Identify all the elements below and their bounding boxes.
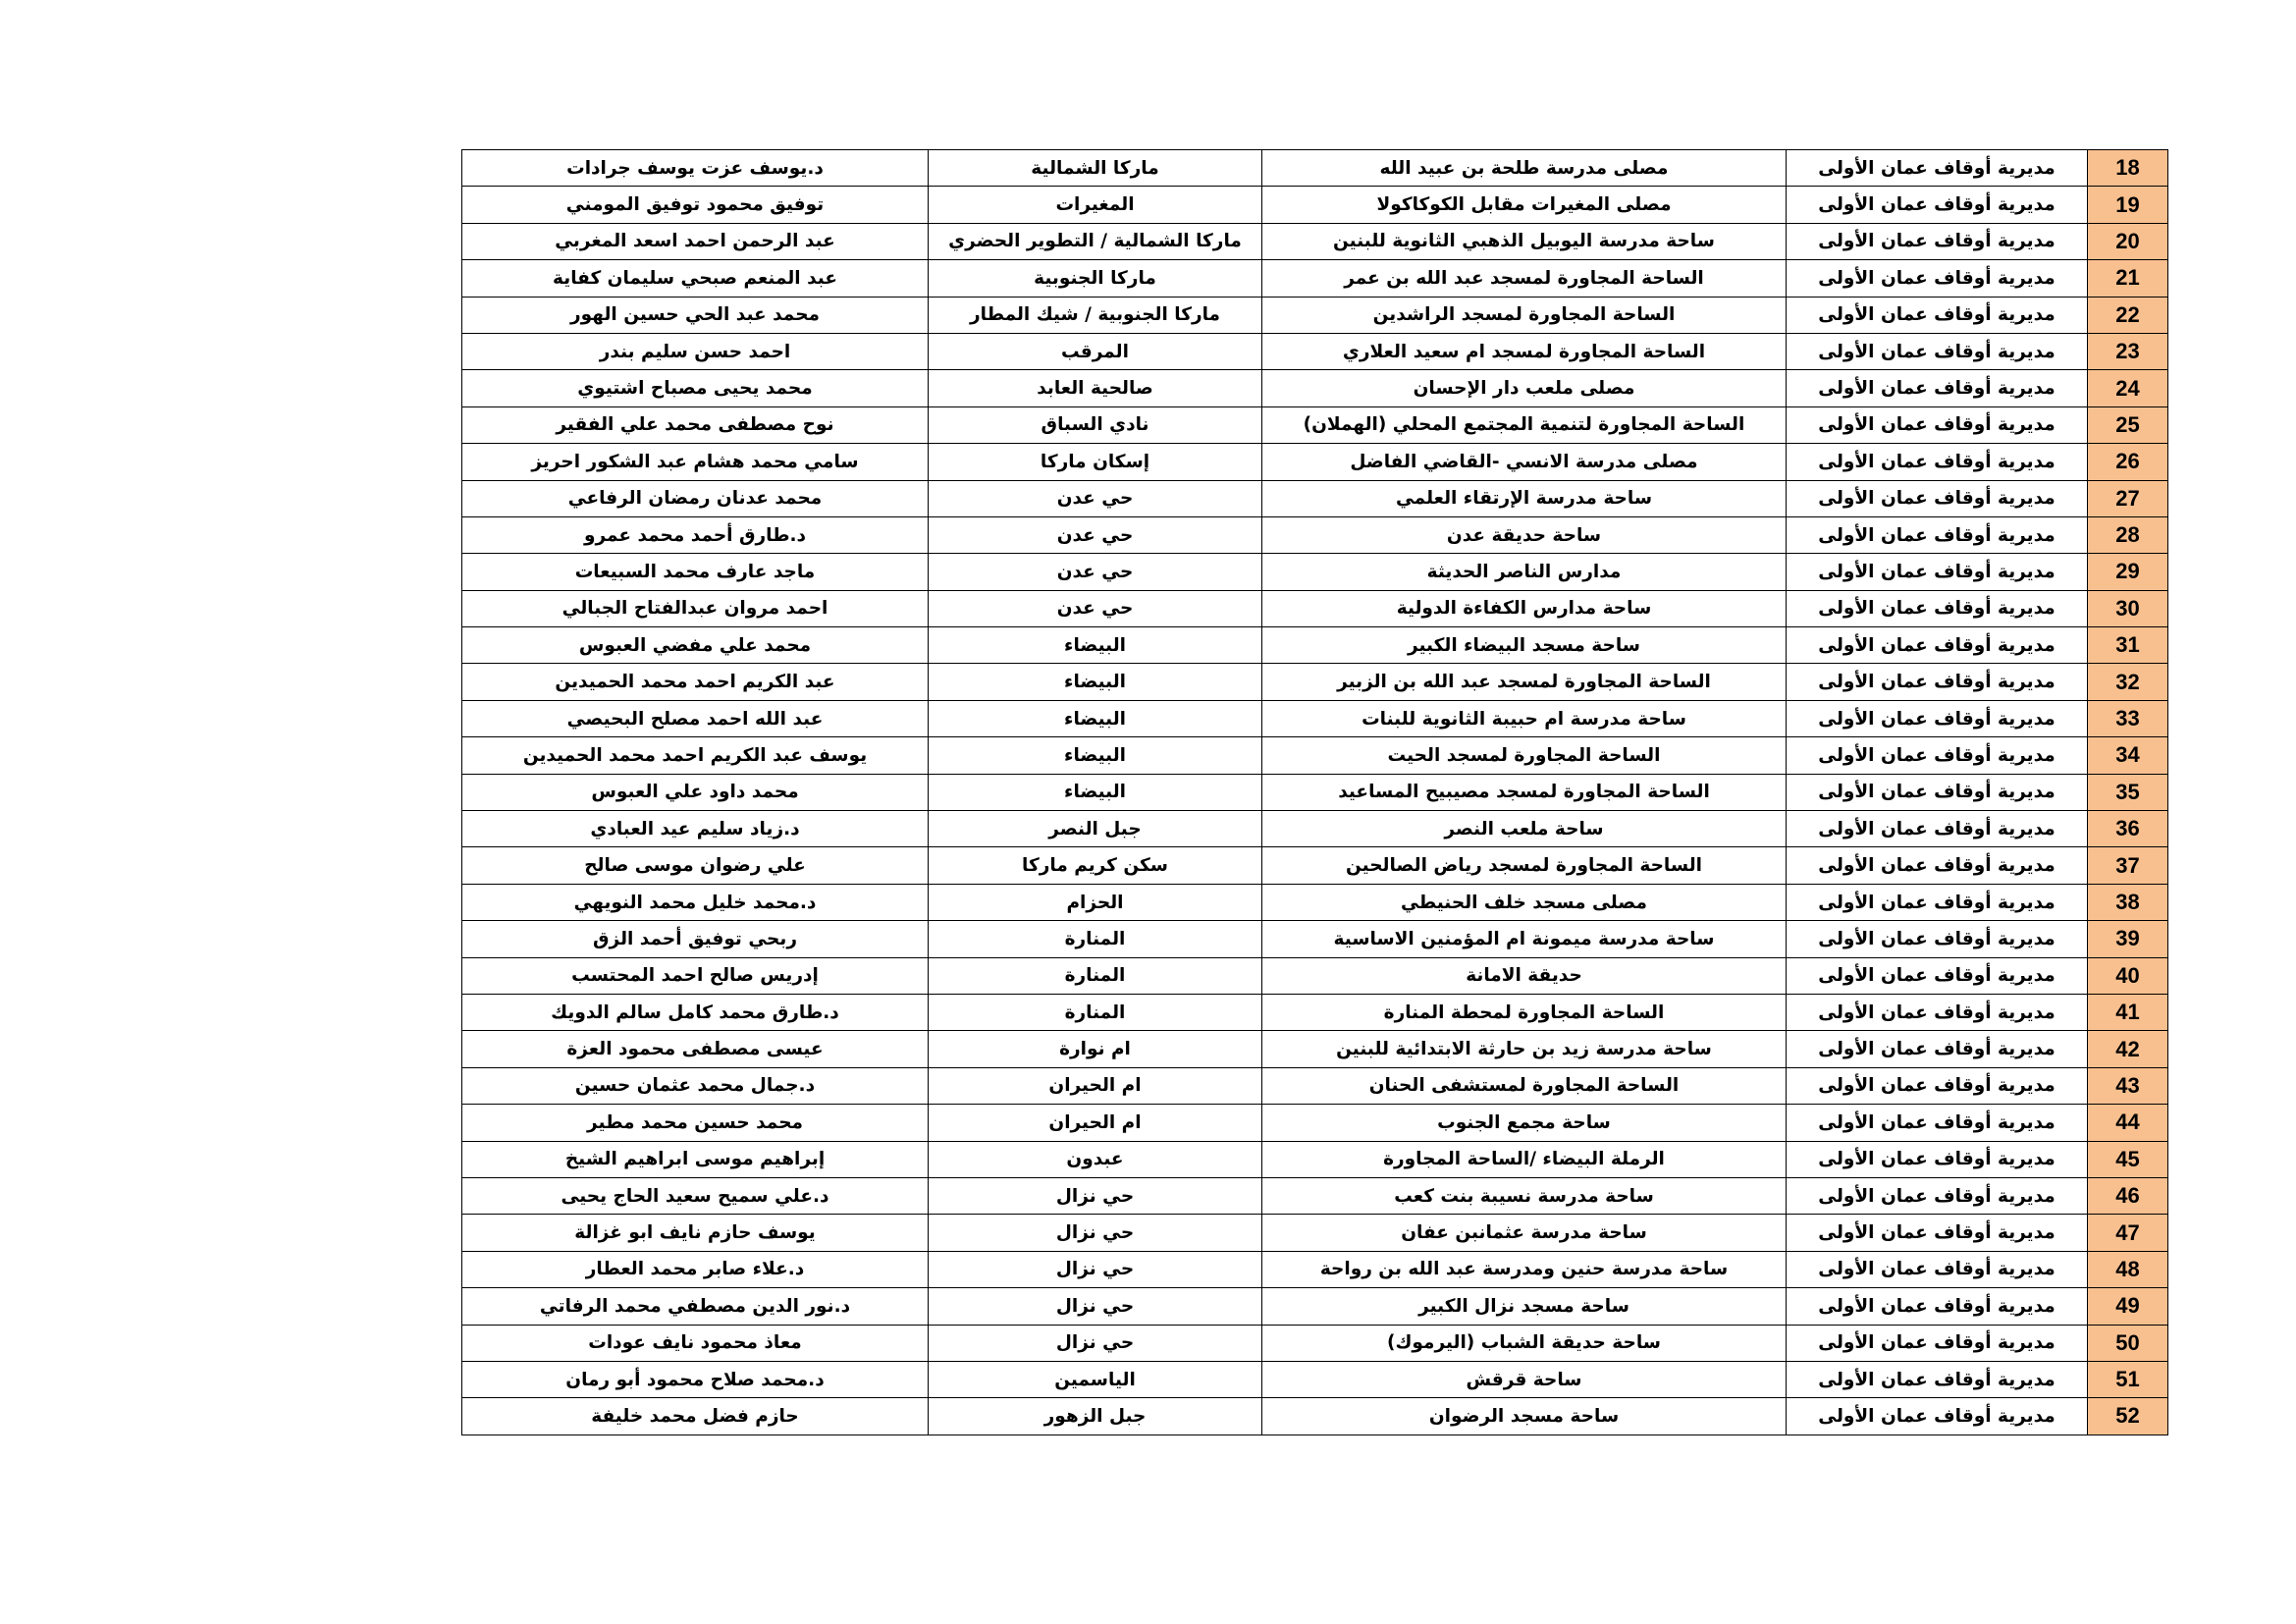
table-row (462, 590, 2168, 626)
place-cell: ساحة مدرسة الإرتقاء العلمي (1262, 480, 1787, 516)
place-cell: الرملة البيضاء /الساحة المجاورة (1262, 1141, 1787, 1177)
directorate-cell: مديرية أوقاف عمان الأولى (1787, 1361, 2088, 1397)
directorate-cell: مديرية أوقاف عمان الأولى (1787, 1325, 2088, 1361)
name-cell: د.يوسف عزت يوسف جرادات (462, 150, 929, 187)
table-row (462, 1288, 2168, 1325)
area-cell: ماركا الشمالية / التطوير الحضري (929, 223, 1262, 259)
place-cell: ساحة ملعب النصر (1262, 811, 1787, 847)
area-cell: ام الحيران (929, 1105, 1262, 1141)
table-row (462, 737, 2168, 774)
area-cell: البيضاء (929, 700, 1262, 736)
area-cell: حي نزال (929, 1251, 1262, 1287)
name-cell: د.محمد خليل محمد النويهي (462, 884, 929, 920)
area-cell: حي عدن (929, 590, 1262, 626)
place-cell: الساحة المجاورة لمسجد عبد الله بن الزبير (1262, 664, 1787, 700)
table-row (462, 921, 2168, 957)
name-cell: د.نور الدين مصطفي محمد الرفاتي (462, 1288, 929, 1325)
prayer-locations-table (461, 149, 2168, 1435)
place-cell: الساحة المجاورة لمسجد ام سعيد العلاري (1262, 333, 1787, 369)
area-cell: حي نزال (929, 1288, 1262, 1325)
place-cell: ساحة قرقش (1262, 1361, 1787, 1397)
directorate-cell: مديرية أوقاف عمان الأولى (1787, 150, 2088, 187)
table-row (462, 260, 2168, 297)
area-cell: ام الحيران (929, 1067, 1262, 1104)
directorate-cell: مديرية أوقاف عمان الأولى (1787, 847, 2088, 884)
row-number: 24 (2088, 370, 2168, 406)
name-cell: عبد الكريم احمد محمد الحميدين (462, 664, 929, 700)
row-number: 20 (2088, 223, 2168, 259)
directorate-cell: مديرية أوقاف عمان الأولى (1787, 774, 2088, 810)
row-number: 49 (2088, 1288, 2168, 1325)
row-number: 51 (2088, 1361, 2168, 1397)
place-cell: مدارس الناصر الحديثة (1262, 554, 1787, 590)
directorate-cell: مديرية أوقاف عمان الأولى (1787, 260, 2088, 297)
name-cell: سامي محمد هشام عبد الشكور احريز (462, 444, 929, 480)
table-row (462, 1031, 2168, 1067)
directorate-cell: مديرية أوقاف عمان الأولى (1787, 737, 2088, 774)
row-number: 35 (2088, 774, 2168, 810)
place-cell: الساحة المجاورة لتنمية المجتمع المحلي (الهملان) (1262, 406, 1787, 443)
name-cell: إدريس صالح احمد المحتسب (462, 957, 929, 994)
name-cell: احمد مروان عبدالفتاح الجبالي (462, 590, 929, 626)
table-row (462, 1251, 2168, 1287)
row-number: 42 (2088, 1031, 2168, 1067)
table-row (462, 1325, 2168, 1361)
directorate-cell: مديرية أوقاف عمان الأولى (1787, 700, 2088, 736)
area-cell: البيضاء (929, 737, 1262, 774)
area-cell: ماركا الشمالية (929, 150, 1262, 187)
place-cell: الساحة المجاورة لمسجد الراشدين (1262, 297, 1787, 333)
table-row (462, 480, 2168, 516)
directorate-cell: مديرية أوقاف عمان الأولى (1787, 884, 2088, 920)
directorate-cell: مديرية أوقاف عمان الأولى (1787, 223, 2088, 259)
row-number: 37 (2088, 847, 2168, 884)
place-cell: مصلى المغيرات مقابل الكوكاكولا (1262, 187, 1787, 223)
directorate-cell: مديرية أوقاف عمان الأولى (1787, 811, 2088, 847)
area-cell: ماركا الجنوبية (929, 260, 1262, 297)
directorate-cell: مديرية أوقاف عمان الأولى (1787, 480, 2088, 516)
name-cell: عبد الله احمد مصلح البحيصي (462, 700, 929, 736)
place-cell: الساحة المجاورة لمستشفى الحنان (1262, 1067, 1787, 1104)
name-cell: محمد حسين محمد مطير (462, 1105, 929, 1141)
name-cell: عيسى مصطفى محمود العزة (462, 1031, 929, 1067)
area-cell: سكن كريم ماركا (929, 847, 1262, 884)
table-row (462, 664, 2168, 700)
directorate-cell: مديرية أوقاف عمان الأولى (1787, 1398, 2088, 1435)
table-row (462, 700, 2168, 736)
directorate-cell: مديرية أوقاف عمان الأولى (1787, 1215, 2088, 1251)
table-row (462, 957, 2168, 994)
name-cell: عبد المنعم صبحي سليمان كفاية (462, 260, 929, 297)
place-cell: ساحة مجمع الجنوب (1262, 1105, 1787, 1141)
table-row (462, 333, 2168, 369)
name-cell: احمد حسن سليم بندر (462, 333, 929, 369)
table-row (462, 1215, 2168, 1251)
place-cell: ساحة مدرسة اليوبيل الذهبي الثانوية للبنين (1262, 223, 1787, 259)
area-cell: حي نزال (929, 1325, 1262, 1361)
row-number: 29 (2088, 554, 2168, 590)
row-number: 39 (2088, 921, 2168, 957)
row-number: 47 (2088, 1215, 2168, 1251)
row-number: 46 (2088, 1177, 2168, 1214)
row-number: 18 (2088, 150, 2168, 187)
name-cell: توفيق محمود توفيق المومني (462, 187, 929, 223)
name-cell: ربحي توفيق أحمد الزق (462, 921, 929, 957)
table-row (462, 774, 2168, 810)
name-cell: د.علاء صابر محمد العطار (462, 1251, 929, 1287)
area-cell: المغيرات (929, 187, 1262, 223)
row-number: 52 (2088, 1398, 2168, 1435)
table-row (462, 1105, 2168, 1141)
place-cell: الساحة المجاورة لمسجد عبد الله بن عمر (1262, 260, 1787, 297)
row-number: 26 (2088, 444, 2168, 480)
area-cell: حي عدن (929, 480, 1262, 516)
directorate-cell: مديرية أوقاف عمان الأولى (1787, 1251, 2088, 1287)
area-cell: جبل النصر (929, 811, 1262, 847)
name-cell: عبد الرحمن احمد اسعد المغربي (462, 223, 929, 259)
row-number: 41 (2088, 994, 2168, 1030)
directorate-cell: مديرية أوقاف عمان الأولى (1787, 1177, 2088, 1214)
table-row (462, 223, 2168, 259)
row-number: 43 (2088, 1067, 2168, 1104)
name-cell: محمد عبد الحي حسين الهور (462, 297, 929, 333)
place-cell: ساحة مسجد الرضوان (1262, 1398, 1787, 1435)
table-row (462, 370, 2168, 406)
table-row (462, 994, 2168, 1030)
place-cell: ساحة مسجد البيضاء الكبير (1262, 627, 1787, 664)
row-number: 40 (2088, 957, 2168, 994)
table-row (462, 1177, 2168, 1214)
table-row (462, 884, 2168, 920)
name-cell: ماجد عارف محمد السبيعات (462, 554, 929, 590)
directorate-cell: مديرية أوقاف عمان الأولى (1787, 1288, 2088, 1325)
directorate-cell: مديرية أوقاف عمان الأولى (1787, 1031, 2088, 1067)
directorate-cell: مديرية أوقاف عمان الأولى (1787, 590, 2088, 626)
directorate-cell: مديرية أوقاف عمان الأولى (1787, 333, 2088, 369)
area-cell: المنارة (929, 921, 1262, 957)
table-row (462, 516, 2168, 553)
row-number: 25 (2088, 406, 2168, 443)
row-number: 23 (2088, 333, 2168, 369)
row-number: 45 (2088, 1141, 2168, 1177)
name-cell: د.زياد سليم عيد العبادي (462, 811, 929, 847)
place-cell: ساحة مدرسة ام حبيبة الثانوية للبنات (1262, 700, 1787, 736)
table-row (462, 406, 2168, 443)
table-row (462, 554, 2168, 590)
table-row (462, 297, 2168, 333)
row-number: 34 (2088, 737, 2168, 774)
place-cell: حديقة الامانة (1262, 957, 1787, 994)
row-number: 28 (2088, 516, 2168, 553)
directorate-cell: مديرية أوقاف عمان الأولى (1787, 627, 2088, 664)
name-cell: محمد عدنان رمضان الرفاعي (462, 480, 929, 516)
directorate-cell: مديرية أوقاف عمان الأولى (1787, 444, 2088, 480)
place-cell: ساحة مدرسة نسيبة بنت كعب (1262, 1177, 1787, 1214)
directorate-cell: مديرية أوقاف عمان الأولى (1787, 1067, 2088, 1104)
name-cell: علي رضوان موسى صالح (462, 847, 929, 884)
area-cell: جبل الزهور (929, 1398, 1262, 1435)
place-cell: ساحة حديقة الشباب (اليرموك) (1262, 1325, 1787, 1361)
table-body (462, 150, 2168, 1435)
row-number: 44 (2088, 1105, 2168, 1141)
place-cell: ساحة مسجد نزال الكبير (1262, 1288, 1787, 1325)
table-row (462, 811, 2168, 847)
area-cell: المرقب (929, 333, 1262, 369)
area-cell: الياسمين (929, 1361, 1262, 1397)
table-row (462, 1398, 2168, 1435)
name-cell: يوسف عبد الكريم احمد محمد الحميدين (462, 737, 929, 774)
place-cell: ساحة مدرسة عثمانبن عفان (1262, 1215, 1787, 1251)
area-cell: حي نزال (929, 1177, 1262, 1214)
directorate-cell: مديرية أوقاف عمان الأولى (1787, 554, 2088, 590)
row-number: 50 (2088, 1325, 2168, 1361)
place-cell: ساحة مدرسة زيد بن حارثة الابتدائية للبنين (1262, 1031, 1787, 1067)
area-cell: البيضاء (929, 664, 1262, 700)
place-cell: الساحة المجاورة لمسجد مصيبيح المساعيد (1262, 774, 1787, 810)
name-cell: يوسف حازم نايف ابو غزالة (462, 1215, 929, 1251)
row-number: 31 (2088, 627, 2168, 664)
row-number: 19 (2088, 187, 2168, 223)
row-number: 38 (2088, 884, 2168, 920)
name-cell: د.علي سميح سعيد الحاج يحيى (462, 1177, 929, 1214)
row-number: 48 (2088, 1251, 2168, 1287)
name-cell: محمد داود علي العبوس (462, 774, 929, 810)
area-cell: حي عدن (929, 554, 1262, 590)
area-cell: حي عدن (929, 516, 1262, 553)
name-cell: نوح مصطفى محمد علي الفقير (462, 406, 929, 443)
area-cell: المنارة (929, 957, 1262, 994)
row-number: 21 (2088, 260, 2168, 297)
area-cell: عبدون (929, 1141, 1262, 1177)
table-row (462, 627, 2168, 664)
place-cell: مصلى ملعب دار الإحسان (1262, 370, 1787, 406)
row-number: 32 (2088, 664, 2168, 700)
row-number: 36 (2088, 811, 2168, 847)
place-cell: الساحة المجاورة لمحطة المنارة (1262, 994, 1787, 1030)
table-row (462, 1141, 2168, 1177)
area-cell: حي نزال (929, 1215, 1262, 1251)
name-cell: إبراهيم موسى ابراهيم الشيخ (462, 1141, 929, 1177)
area-cell: نادي السباق (929, 406, 1262, 443)
place-cell: ساحة مدارس الكفاءة الدولية (1262, 590, 1787, 626)
directorate-cell: مديرية أوقاف عمان الأولى (1787, 957, 2088, 994)
table-row (462, 444, 2168, 480)
name-cell: د.محمد صلاح محمود أبو رمان (462, 1361, 929, 1397)
name-cell: حازم فضل محمد خليفة (462, 1398, 929, 1435)
table-row (462, 150, 2168, 187)
area-cell: ماركا الجنوبية / شيك المطار (929, 297, 1262, 333)
place-cell: ساحة مدرسة حنين ومدرسة عبد الله بن رواحة (1262, 1251, 1787, 1287)
place-cell: ساحة مدرسة ميمونة ام المؤمنين الاساسية (1262, 921, 1787, 957)
table-row (462, 1361, 2168, 1397)
name-cell: د.طارق محمد كامل سالم الدويك (462, 994, 929, 1030)
directorate-cell: مديرية أوقاف عمان الأولى (1787, 994, 2088, 1030)
place-cell: مصلى مسجد خلف الحنيطي (1262, 884, 1787, 920)
area-cell: البيضاء (929, 627, 1262, 664)
directorate-cell: مديرية أوقاف عمان الأولى (1787, 406, 2088, 443)
name-cell: محمد يحيى مصباح اشتيوي (462, 370, 929, 406)
row-number: 27 (2088, 480, 2168, 516)
place-cell: ساحة حديقة عدن (1262, 516, 1787, 553)
area-cell: البيضاء (929, 774, 1262, 810)
place-cell: الساحة المجاورة لمسجد رياض الصالحين (1262, 847, 1787, 884)
row-number: 33 (2088, 700, 2168, 736)
row-number: 30 (2088, 590, 2168, 626)
name-cell: د.جمال محمد عثمان حسين (462, 1067, 929, 1104)
directorate-cell: مديرية أوقاف عمان الأولى (1787, 921, 2088, 957)
place-cell: الساحة المجاورة لمسجد الحيت (1262, 737, 1787, 774)
place-cell: مصلى مدرسة الانسي -القاضي الفاضل (1262, 444, 1787, 480)
area-cell: إسكان ماركا (929, 444, 1262, 480)
place-cell: مصلى مدرسة طلحة بن عبيد الله (1262, 150, 1787, 187)
name-cell: معاذ محمود نايف عودات (462, 1325, 929, 1361)
directorate-cell: مديرية أوقاف عمان الأولى (1787, 370, 2088, 406)
name-cell: محمد علي مفضي العبوس (462, 627, 929, 664)
table-row (462, 1067, 2168, 1104)
directorate-cell: مديرية أوقاف عمان الأولى (1787, 1141, 2088, 1177)
directorate-cell: مديرية أوقاف عمان الأولى (1787, 664, 2088, 700)
table-row (462, 187, 2168, 223)
area-cell: الحزام (929, 884, 1262, 920)
directorate-cell: مديرية أوقاف عمان الأولى (1787, 1105, 2088, 1141)
name-cell: د.طارق أحمد محمد عمرو (462, 516, 929, 553)
area-cell: صالحية العابد (929, 370, 1262, 406)
area-cell: المنارة (929, 994, 1262, 1030)
row-number: 22 (2088, 297, 2168, 333)
directorate-cell: مديرية أوقاف عمان الأولى (1787, 516, 2088, 553)
table-row (462, 847, 2168, 884)
directorate-cell: مديرية أوقاف عمان الأولى (1787, 187, 2088, 223)
directorate-cell: مديرية أوقاف عمان الأولى (1787, 297, 2088, 333)
area-cell: ام نوارة (929, 1031, 1262, 1067)
